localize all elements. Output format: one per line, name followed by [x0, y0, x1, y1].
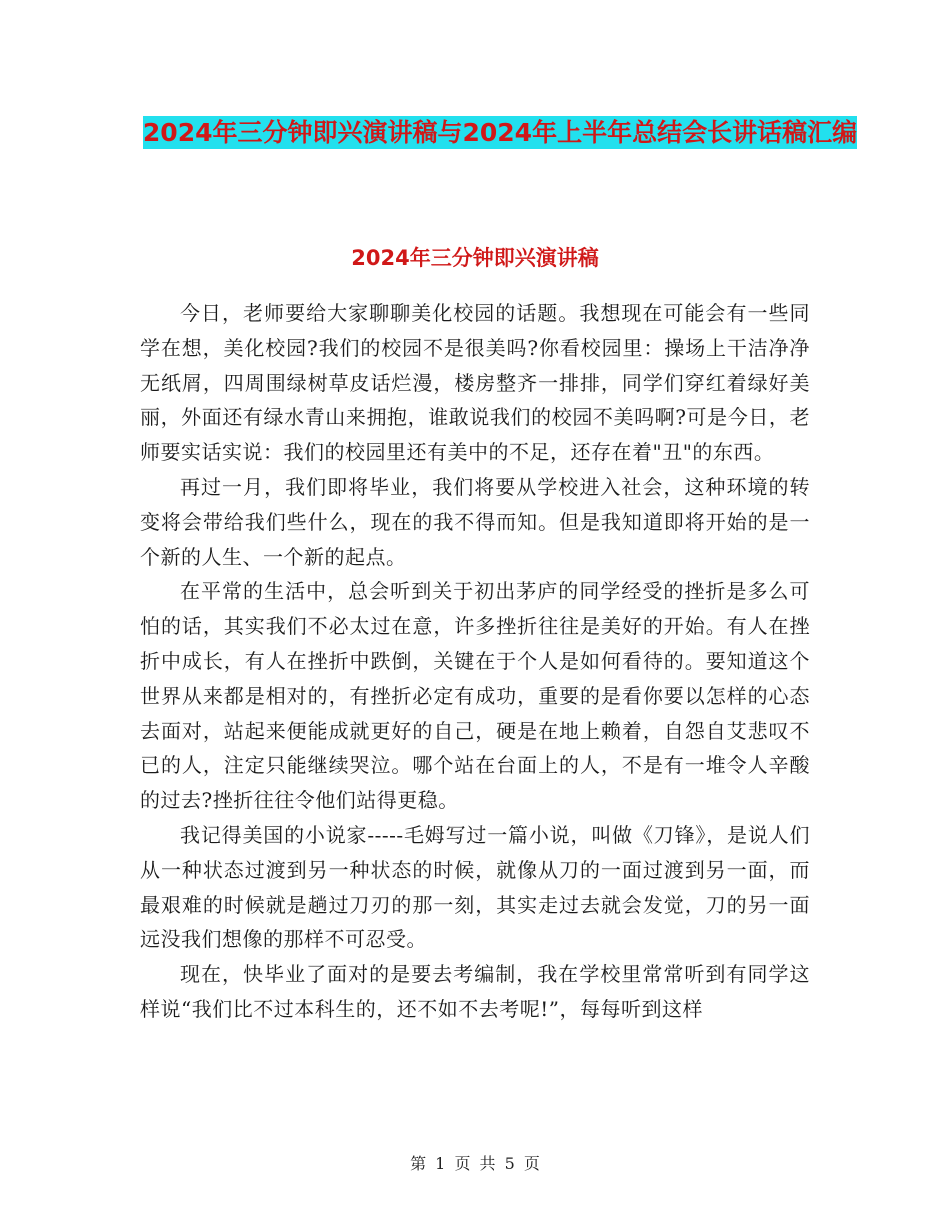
document-title: [140, 110, 860, 156]
document-title-text: 2024年三分钟即兴演讲稿与2024年上半年总结会长讲话稿汇编: [142, 118, 858, 147]
document-body: [140, 296, 810, 1027]
section-heading: 2024年三分钟即兴演讲稿: [351, 246, 599, 270]
paragraph-2: 再过一月，我们即将毕业，我们将要从学校进入社会，这种环境的转变将会带给我们些什么，现在的我不得而知。但是我知道即将开始的是一个新的人生、一个新的起点。: [140, 474, 810, 569]
paragraph-4: 我记得美国的小说家-----毛姆写过一篇小说，叫做《刀锋》，是说人们从一种状态过渡到另一种状态的时候，就像从刀的一面过渡到另一面，而最艰难的时候就是趟过刀刃的那一刻，其实走过去就会发觉，刀的另一面远没我们想像的那样不可忍受。: [140, 822, 810, 952]
paragraph-5: 现在，快毕业了面对的是要去考编制，我在学校里常常听到有同学这样说“我们比不过本科生的，还不如不去考呢!”，每每听到这样: [140, 962, 810, 1021]
paragraph-3: 在平常的生活中，总会听到关于初出茅庐的同学经受的挫折是多么可怕的话，其实我们不必太过在意，许多挫折往往是美好的开始。有人在挫折中成长，有人在挫折中跌倒，关键在于个人是如何看待的。要知道这个世界从来都是相对的，有挫折必定有成功，重要的是看你要以怎样的心态去面对，站起来便能成就更好的自己，硬是在地上赖着，自怨自艾悲叹不已的人，注定只能继续哭泣。哪个站在台面上的人，不是有一堆令人辛酸的过去?挫折往往令他们站得更稳。: [140, 579, 810, 813]
paragraph-1: 今日，老师要给大家聊聊美化校园的话题。我想现在可能会有一些同学在想，美化校园?我们的校园不是很美吗?你看校园里：操场上干洁净净无纸屑，四周围绿树草皮话烂漫，楼房整齐一排排，同学们穿红着绿好美丽，外面还有绿水青山来拥抱，谁敢说我们的校园不美吗啊?可是今日，老师要实话实说：我们的校园里还有美中的不足，还存在着"丑"的东西。: [140, 301, 810, 465]
page-footer: 第 1 页 共 5 页: [410, 1154, 540, 1173]
